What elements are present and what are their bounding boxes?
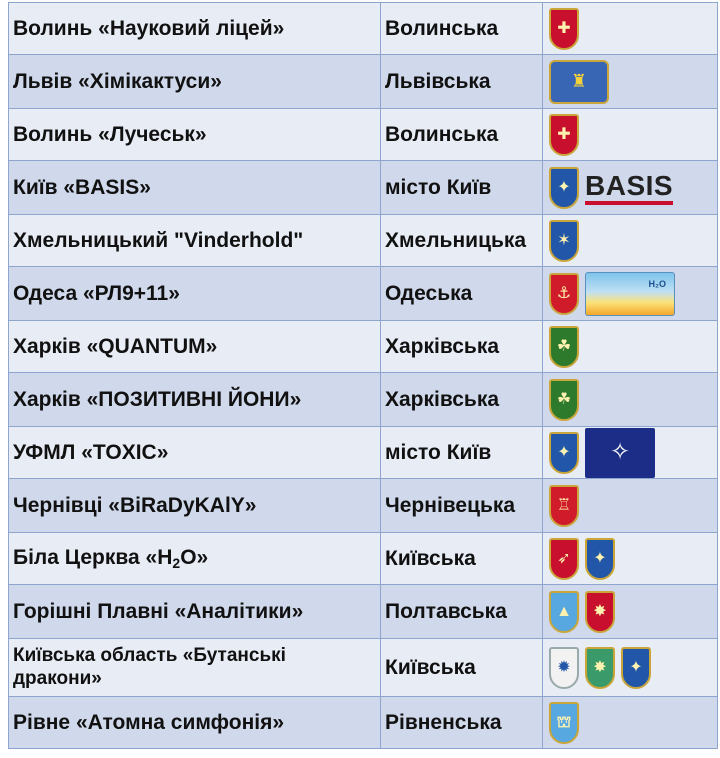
- emblem-cell: [543, 697, 718, 749]
- region-name: Львівська: [381, 55, 543, 109]
- team-name: Чернівці «BiRaDyKAlY»: [9, 479, 381, 533]
- region-name: Волинська: [381, 3, 543, 55]
- team-name: Одеса «РЛ9+11»: [9, 267, 381, 321]
- horishni-plavni-emblem-icon: ▲: [549, 591, 579, 633]
- emblem-cell: [543, 3, 718, 55]
- school-banner-icon: H₂O: [585, 272, 675, 316]
- table-row: [9, 109, 718, 161]
- region-name: Харківська: [381, 321, 543, 373]
- khmelnytskyi-emblem-icon: ✶: [549, 220, 579, 262]
- ufml-logo-icon: ✧: [585, 428, 655, 478]
- region-name: Рівненська: [381, 697, 543, 749]
- team-name: Львів «Хімікактуси»: [9, 55, 381, 109]
- region-name: Київська: [381, 639, 543, 697]
- emblem-cell: [543, 267, 718, 321]
- team-name: Рівне «Атомна симфонія»: [9, 697, 381, 749]
- kyiv-emblem-icon: ✦: [621, 647, 651, 689]
- volyn-emblem-icon: ✚: [549, 114, 579, 156]
- lviv-emblem-icon: ♜: [549, 60, 609, 104]
- table-row: [9, 321, 718, 373]
- team-name-suffix: O»: [180, 546, 209, 570]
- team-name: [9, 533, 381, 585]
- poltava-emblem-icon: ✸: [585, 591, 615, 633]
- table-row: [9, 533, 718, 585]
- table-row: [9, 585, 718, 639]
- teams-table: [8, 2, 718, 749]
- team-name: Київ «BASIS»: [9, 161, 381, 215]
- emblem-cell: [543, 533, 718, 585]
- team-name: Київська область «Бутанські дракони»: [9, 639, 381, 697]
- region-name: Харківська: [381, 373, 543, 427]
- kharkiv-emblem-icon: ☘: [549, 326, 579, 368]
- table-row: [9, 161, 718, 215]
- subscript-two: 2: [172, 555, 181, 572]
- butanski-emblem-2-icon: ✸: [585, 647, 615, 689]
- bila-tserkva-emblem-icon: ➶: [549, 538, 579, 580]
- kyiv-emblem-icon: ✦: [549, 432, 579, 474]
- kyiv-oblast-emblem-icon: ✦: [585, 538, 615, 580]
- table-row: [9, 427, 718, 479]
- chernivtsi-emblem-icon: ♖: [549, 485, 579, 527]
- region-name: Одеська: [381, 267, 543, 321]
- odesa-emblem-icon: ⚓: [549, 273, 579, 315]
- table-row: [9, 479, 718, 533]
- table-row: [9, 215, 718, 267]
- kharkiv-emblem-icon: ☘: [549, 379, 579, 421]
- table-row: [9, 639, 718, 697]
- emblem-cell: [543, 161, 718, 215]
- table-row: [9, 267, 718, 321]
- emblem-cell: [543, 585, 718, 639]
- region-name: місто Київ: [381, 161, 543, 215]
- table-row: [9, 3, 718, 55]
- region-name: Чернівецька: [381, 479, 543, 533]
- emblem-cell: [543, 427, 718, 479]
- emblem-cell: [543, 55, 718, 109]
- region-name: Хмельницька: [381, 215, 543, 267]
- team-name: Горішні Плавні «Аналітики»: [9, 585, 381, 639]
- basis-logo: BASIS: [585, 171, 673, 205]
- emblem-cell: [543, 215, 718, 267]
- butanski-emblem-1-icon: ✹: [549, 647, 579, 689]
- emblem-cell: [543, 373, 718, 427]
- region-name: місто Київ: [381, 427, 543, 479]
- region-name: Волинська: [381, 109, 543, 161]
- table-row: [9, 697, 718, 749]
- team-name: Волинь «Лучеськ»: [9, 109, 381, 161]
- team-name: УФМЛ «TOXIC»: [9, 427, 381, 479]
- kyiv-emblem-icon: ✦: [549, 167, 579, 209]
- emblem-cell: [543, 639, 718, 697]
- table-row: [9, 373, 718, 427]
- team-name-prefix: Біла Церква «H: [13, 546, 173, 570]
- team-name: Волинь «Науковий ліцей»: [9, 3, 381, 55]
- team-name: Хмельницький "Vinderhold": [9, 215, 381, 267]
- team-name: Харків «QUANTUM»: [9, 321, 381, 373]
- table-row: [9, 55, 718, 109]
- emblem-cell: [543, 479, 718, 533]
- volyn-emblem-icon: ✚: [549, 8, 579, 50]
- team-name: Харків «ПОЗИТИВНІ ЙОНИ»: [9, 373, 381, 427]
- rivne-emblem-icon: ⛫: [549, 702, 579, 744]
- region-name: Київська: [381, 533, 543, 585]
- emblem-cell: [543, 321, 718, 373]
- region-name: Полтавська: [381, 585, 543, 639]
- emblem-cell: [543, 109, 718, 161]
